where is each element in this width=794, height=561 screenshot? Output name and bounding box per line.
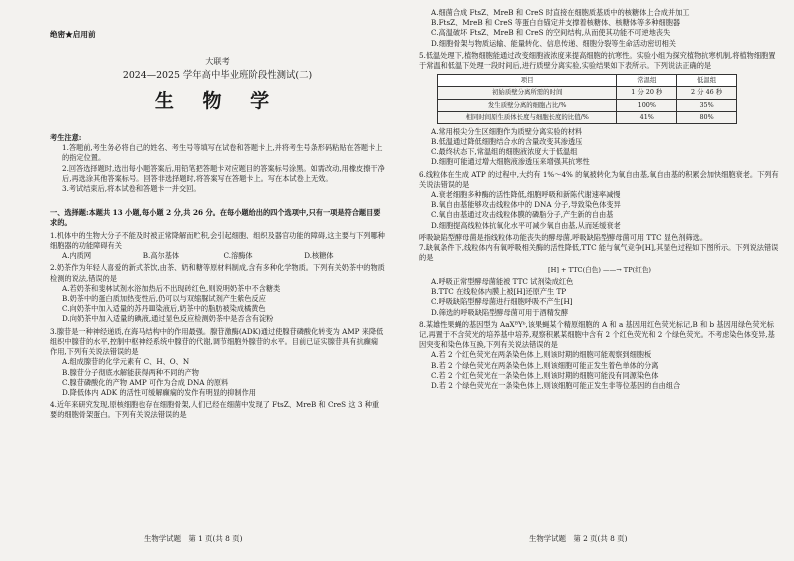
option: C.向奶茶中加入适量的苏丹Ⅲ染液后,奶茶中的脂肪被染成橘黄色 xyxy=(62,304,266,314)
question-stem: 8.某雄性果蝇的基因型为 AaXᴮYᵇ,该果蝇某个精原细胞的 A 和 a 基因用红色荧光标记,B 和 b 基因用绿色荧光标记,再置于不含荧光的培养基中培养,观察积累某细胞中含有 2 个红色荧光和 2 个绿色荧光。不考虑染色体变异,基因突变和染色体互换,下列有关说法错误的是 xyxy=(419,319,775,350)
section-heading: 一、选择题:本题共 13 小题,每小题 2 分,共 26 分。在每小题给出的四个选项中,只有一项是符合题目要求的。 xyxy=(50,208,381,228)
question-stem: 7.缺氧条件下,线粒体内有氧呼吸相关酶的活性降低,TTC 能与氧气竞争[H],其显色过程如下图所示。下列说法错误的是 xyxy=(419,243,779,263)
option: C.腺苷磷酸化的产物 AMP 可作为合成 DNA 的原料 xyxy=(62,377,229,387)
question-4 xyxy=(50,400,385,420)
question-stem: 5.低温处理下,植物细胞能通过改变细胞液浓度来提高细胞的抗寒性。实验小组为探究植物抗寒机制,将植物细胞置于常温和低温下处理一段时间后,进行质壁分离实验,实验结果如下表所示。下列说法正确的是 xyxy=(419,50,776,71)
question-stem: 6.线粒体在生成 ATP 的过程中,大约有 1%～4% 的氧被转化为氧自由基,氧自由基的积累会加快细胞衰老。下列有关说法错误的是 xyxy=(419,169,779,189)
data-table xyxy=(437,74,737,123)
subject-title: 生 物 学 xyxy=(154,89,281,112)
question-stem: 3.腺苷是一种神经递质,在海马结构中的作用最强。腺苷激酶(ADK)通过使腺苷磷酸化转变为 AMP 来降低组织中腺苷的水平,控制中枢神经系统中腺苷的代谢,调节细胞外腺苷的水平。目前已证实腺苷具有抗癫痫作用,下列有关说法错误的是 xyxy=(50,326,384,357)
question-1 xyxy=(50,231,385,262)
question-stem: 1.机体中的生物大分子不能及时被正常降解而贮积,会引起细胞、组织及器官功能的障碍,这主要与下列哪种细胞器的功能障碍有关 xyxy=(50,230,385,250)
table-cell: 41% xyxy=(617,111,677,123)
option: A.组成腺苷的化学元素有 C、H、O、N xyxy=(62,357,190,367)
option: D.若 2 个绿色荧光在一条染色体上,则该细胞可能正发生非等位基因的自由组合 xyxy=(431,381,681,391)
notice-item: 1.答题前,考生务必将自己的姓名、考生号等填写在试卷和答题卡上,并将考生号条形码粘贴在答题卡上的指定位置。 xyxy=(62,143,383,163)
question-5 xyxy=(419,51,780,168)
option: D.核糖体 xyxy=(304,251,334,261)
notice-item: 2.回答选择题时,选出每小题答案后,用铅笔把答题卡对应题目的答案标号涂黑。如需改动,用橡皮擦干净后,再选涂其他答案标号。回答非选择题时,将答案写在答题卡上。写在本试卷上无效。 xyxy=(62,163,385,183)
question-extra: 呼吸缺陷型酵母菌是指线粒体功能丧失的酵母菌,呼吸缺陷型酵母菌可用 TTC 显色剂筛选。 xyxy=(419,232,708,242)
option: A.若奶茶和斐林试剂水浴加热后不出现砖红色,则说明奶茶中不含糖类 xyxy=(62,283,281,293)
question-3 xyxy=(50,327,385,399)
union-title: 大联考 xyxy=(205,56,230,66)
question-2 xyxy=(50,263,385,324)
page-footer: 生物学试题 第 2 页(共 8 页) xyxy=(529,534,628,544)
page-right xyxy=(397,0,794,561)
option: A.细菌合成 FtsZ、MreB 和 CreS 时直接在细胞质基质中的核糖体上合成并加工 xyxy=(431,8,690,17)
secret-label: 绝密★启用前 xyxy=(50,30,96,39)
option: D.降低体内 ADK 的活性可缓解癫痫的发作有明显的抑制作用 xyxy=(62,387,256,397)
option: A.内质网 xyxy=(62,251,92,261)
option: C.氧自由基通过攻击线粒体膜的磷脂分子,产生新的自由基 xyxy=(431,210,614,220)
table-header-row xyxy=(438,75,737,87)
option: D.筛选的呼吸缺陷型酵母菌可用于酒精发酵 xyxy=(431,307,569,317)
option: D.细胞可能通过增大细胞液渗透压来增强其抗寒性 xyxy=(431,157,590,167)
table-cell: 1 分 20 秒 xyxy=(617,87,677,99)
option: D.向奶茶中加入适量的碘液,通过显色反应检测奶茶中是否含有淀粉 xyxy=(62,314,274,324)
option: B.若 2 个绿色荧光在两条染色体上,则该细胞可能正发生着色单体的分离 xyxy=(431,360,659,370)
table-cell: 80% xyxy=(677,111,737,123)
option: C.呼吸缺陷型酵母菌进行细胞呼吸不产生[H] xyxy=(431,297,573,307)
option: B.TTC 在线粒体内膜上被[H]还原产生 TP xyxy=(431,287,567,297)
option: B.FtsZ、MreB 和 CreS 等蛋白自锚定并支撑着核糖体、核糖体等多种细胞器 xyxy=(431,18,681,28)
table-row xyxy=(438,87,737,99)
table-cell: 相同时间原生质体长度与细胞长度的比值/% xyxy=(438,111,617,123)
table-header: 常温组 xyxy=(617,75,677,87)
option: B.高尔基体 xyxy=(142,251,180,261)
option: B.低温通过降低细胞结合水的含量改变其渗透压 xyxy=(431,136,583,146)
table-cell: 初始质壁分离所需的时间 xyxy=(438,87,617,99)
exam-title: 2024—2025 学年高中毕业班阶段性测试(二) xyxy=(122,69,313,81)
table-header: 低温组 xyxy=(677,75,737,87)
option: A.呼吸正常型酵母菌能被 TTC 试剂染成红色 xyxy=(431,276,574,286)
table-row xyxy=(438,111,737,123)
question-6 xyxy=(419,170,780,231)
option: B.奶茶中的蛋白质加热变性后,仍可以与双缩脲试剂产生紫色反应 xyxy=(62,294,266,304)
option: B.氧自由基能够攻击线粒体中的 DNA 分子,导致染色体变异 xyxy=(431,200,621,210)
table-row xyxy=(438,99,737,111)
question-stem: 4.近年来研究发现,原核细胞也存在细胞骨架,人们已经在细菌中发现了 FtsZ、MreB 和 CreS 这 3 种重要的细胞骨架蛋白。下列有关说法错误的是 xyxy=(50,400,380,420)
option: C.最终状态下,常温组的细胞液浓度大于低温组 xyxy=(431,147,578,157)
option: D.细胞骨架与物质运输、能量转化、信息传递、细胞分裂等生命活动密切相关 xyxy=(431,38,676,48)
table-cell: 100% xyxy=(617,99,677,111)
notice-title: 考生注意: xyxy=(50,132,82,142)
table-header: 项目 xyxy=(438,75,617,87)
table-cell: 发生质壁分离的细胞占比/% xyxy=(438,99,617,111)
question-7 xyxy=(419,233,780,318)
option: A.若 2 个红色荧光在两条染色体上,则该时期的细胞可能观察到细胞板 xyxy=(431,350,652,360)
option: C.若 2 个红色荧光在一条染色体上,则该时期的细胞可能没有同源染色体 xyxy=(431,370,659,380)
option: A.衰老细胞多种酶的活性降低,细胞呼吸和新陈代谢速率减慢 xyxy=(431,190,621,199)
option: A.常用根尖分生区细胞作为质壁分离实验的材料 xyxy=(431,126,583,136)
table-cell: 35% xyxy=(677,99,737,111)
table-cell: 2 分 46 秒 xyxy=(677,87,737,99)
option: C.高温破坏 FtsZ、MreB 和 CreS 的空间结构,从而使其功能不可逆地丧失 xyxy=(431,28,671,38)
option-row xyxy=(50,251,385,261)
option: B.腺苷分子彻底水解能获得两种不同的产物 xyxy=(62,367,199,377)
reaction-equation: [H] + TTC(白色) ——→ TP(红色) xyxy=(548,265,651,274)
option: D.细胞提高线粒体抗氧化水平可减少氧自由基,从而延缓衰老 xyxy=(431,220,621,230)
page-footer: 生物学试题 第 1 页(共 8 页) xyxy=(144,534,243,544)
notice-item: 3.考试结束后,将本试卷和答题卡一并交回。 xyxy=(62,184,201,194)
question-8 xyxy=(419,320,780,392)
option: C.溶酶体 xyxy=(223,251,253,261)
question-stem: 2.奶茶作为年轻人喜爱的新式茶饮,由茶、奶和糖等原材料制成,含有多种化学物质。下列有关奶茶中的物质检测的说法,错误的是 xyxy=(50,263,385,283)
